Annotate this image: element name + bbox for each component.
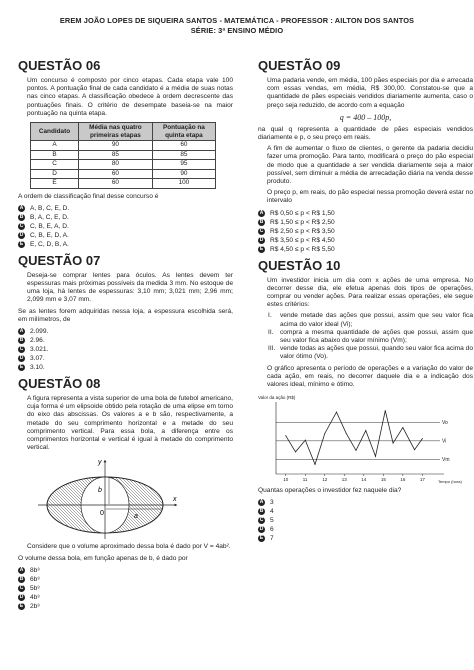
table-row <box>31 141 216 151</box>
answer-option[interactable] <box>18 566 233 575</box>
x-tick-label: 15 <box>380 477 386 483</box>
answer-option[interactable] <box>18 213 233 222</box>
price-point <box>365 430 366 431</box>
x-tick-label: 16 <box>400 477 406 483</box>
option-text: R$ 2,50 ≤ p < R$ 3,50 <box>270 227 335 235</box>
q07-title: QUESTÃO 07 <box>18 252 101 268</box>
table-cell: 90 <box>152 169 215 179</box>
option-letter-badge: E <box>19 363 24 370</box>
table-cell: 60 <box>152 141 215 151</box>
price-point <box>295 452 296 453</box>
price-point <box>324 433 325 434</box>
answer-option[interactable] <box>18 327 233 336</box>
page-header <box>0 16 474 36</box>
answer-option[interactable] <box>258 534 473 543</box>
option-letter-badge: D <box>259 526 264 533</box>
table-cell: E <box>31 179 79 189</box>
option-text: 2.099. <box>30 327 49 335</box>
table-cell: 85 <box>79 150 153 160</box>
answer-option[interactable] <box>258 218 473 227</box>
answer-option[interactable] <box>258 236 473 245</box>
q10-prompt: Quantas operações o investidor fez naquele dia? <box>258 487 402 495</box>
option-letter-badge: D <box>19 354 24 361</box>
price-point <box>375 456 376 457</box>
table-row <box>31 179 216 189</box>
table-cell: 90 <box>79 141 153 151</box>
q08-text: A figura representa a vista superior de uma bola de futebol americano, cuja forma é um elipsoide obtido pela rotação de uma elipse em torno do eixo das abscissas. Os valores a e b são, respectivamente, a metade do seu comprimento horizontal e a metade do seu comprimento vertical. Para essa bola, a diferença entre os comprimentos horizontal e vertical é igual à metade do comprimento vertical. <box>27 394 233 452</box>
option-text: A, B, C, E, D. <box>30 204 70 212</box>
answer-option[interactable] <box>258 245 473 254</box>
criterion-number: III. <box>268 345 276 353</box>
left-column <box>18 58 233 615</box>
answer-option[interactable] <box>258 516 473 525</box>
q10-text-2: O gráfico apresenta o período de operações e a variação do valor de cada ação, em reais, no decorrer daquele dia e a indicação dos valores ideal, mínimo e ótimo. <box>267 364 473 389</box>
q09-text-2: na qual q representa a quantidade de pães especiais vendidos diariamente e p, o seu preço em reais. <box>258 125 473 142</box>
option-letter-badge: E <box>259 245 264 252</box>
table-cell: D <box>31 169 79 179</box>
q06-table <box>30 122 216 189</box>
answer-option[interactable] <box>18 240 233 249</box>
option-text: C, B, E, A, D. <box>30 222 69 230</box>
criterion-item <box>258 312 473 328</box>
price-series-line <box>286 411 423 465</box>
x-tick-label: 14 <box>361 477 367 483</box>
y-label: y <box>98 459 102 467</box>
option-text: 4b³ <box>30 593 40 601</box>
answer-option[interactable] <box>258 209 473 218</box>
answer-option[interactable] <box>258 525 473 534</box>
criterion-text: compra a mesma quantidade de ações que possui, assim que seu valor fica abaixo do valor mínimo (Vm); <box>280 328 473 345</box>
price-point <box>356 450 357 451</box>
reference-line-label: Vi <box>442 438 447 445</box>
option-letter-badge: C <box>259 227 264 234</box>
price-point <box>422 438 423 439</box>
price-point <box>346 433 347 434</box>
option-letter-badge: B <box>19 213 24 220</box>
table-cell: 80 <box>79 160 153 170</box>
reference-line-label: Vm <box>442 457 450 464</box>
option-letter-badge: C <box>19 222 24 229</box>
option-letter-badge: B <box>259 218 264 225</box>
q10-criteria <box>258 312 473 361</box>
answer-option[interactable] <box>258 227 473 236</box>
option-text: R$ 4,50 ≤ p < R$ 5,50 <box>270 245 335 253</box>
option-letter-badge: D <box>19 231 24 238</box>
criterion-item <box>258 329 473 345</box>
answer-option[interactable] <box>18 363 233 372</box>
option-text: R$ 0,50 ≤ p < R$ 1,50 <box>270 209 335 217</box>
criterion-text: vende metade das ações que possui, assim que seu valor fica acima do valor ideal (Vi); <box>280 312 473 328</box>
price-point <box>385 410 386 411</box>
option-text: 2.96. <box>30 336 45 344</box>
q07-text: Deseja-se comprar lentes para óculos. As lentes devem ter espessuras mais próximas possíveis da medida 3 mm. No estoque de uma loja, há lentes de espessuras: 3,10 mm; 3,021 mm; 2,96 mm; 2,099 mm e 3,07 mm. <box>27 271 233 304</box>
table-cell: B <box>31 150 79 160</box>
option-text: 5b³ <box>30 584 40 592</box>
answer-option[interactable] <box>18 336 233 345</box>
q06-text: Um concurso é composto por cinco etapas. Cada etapa vale 100 pontos. A pontuação final de cada candidato é a média de suas notas nas cinco etapas. A classificação obedece à ordem decrescente das pontuações finais. O critério de desempate baseia-se na maior pontuação na quinta etapa. <box>27 77 233 117</box>
answer-option[interactable] <box>18 602 233 611</box>
ellipse-figure <box>30 455 180 541</box>
price-point <box>336 412 337 413</box>
price-point <box>285 435 286 436</box>
option-letter-badge: A <box>19 204 24 211</box>
table-cell: C <box>31 160 79 170</box>
q09-title: QUESTÃO 09 <box>258 58 341 73</box>
table-cell: 60 <box>79 179 153 189</box>
criterion-item <box>258 345 473 361</box>
reference-line-label: Vo <box>442 420 448 427</box>
q07-options <box>18 327 233 372</box>
y-axis-label: Valor da ação (R$) <box>258 395 296 401</box>
q06-title: QUESTÃO 06 <box>18 58 101 73</box>
origin-label: 0 <box>100 510 104 518</box>
table-cell: 95 <box>152 160 215 170</box>
option-letter-badge: B <box>19 575 24 582</box>
option-text: E, C, D, B, A. <box>30 240 69 248</box>
option-letter-badge: E <box>259 535 264 542</box>
option-text: 3.10. <box>30 363 45 371</box>
q08-title: QUESTÃO 08 <box>18 375 101 391</box>
table-row <box>31 160 216 170</box>
option-letter-badge: A <box>259 499 264 506</box>
price-point <box>402 427 403 428</box>
table-row <box>31 169 216 179</box>
q09-text-4: O preço p, em reais, do pão especial nessa promoção deverá estar no intervalo <box>267 189 473 205</box>
table-cell: 60 <box>79 169 153 179</box>
price-point <box>315 464 316 465</box>
q08-options <box>18 566 233 611</box>
table-cell: 100 <box>152 179 215 189</box>
option-text: B, A, C, E, D. <box>30 213 69 221</box>
answer-option[interactable] <box>18 231 233 240</box>
q08-prompt: O volume dessa bola, em função apenas de b, é dado por <box>18 554 188 562</box>
answer-option[interactable] <box>18 584 233 593</box>
table-header: Pontuação na quinta etapa <box>152 123 215 141</box>
q10-title: QUESTÃO 10 <box>258 257 341 273</box>
table-cell: A <box>31 141 79 151</box>
option-letter-badge: C <box>259 517 264 524</box>
criterion-text: vende todas as ações que possui, quando seu valor fica acima do valor ótimo (Vo). <box>280 345 473 361</box>
header-line-2: SÉRIE: 3ª ENSINO MÉDIO <box>190 26 284 35</box>
q09-formula: q = 400 – 100p, <box>339 112 392 122</box>
x-tick-label: 10 <box>283 477 289 483</box>
header-line-1: EREM JOÃO LOPES DE SIQUEIRA SANTOS - MATEMÁTICA - PROFESSOR : AILTON DOS SANTOS <box>59 16 415 25</box>
criterion-number: II. <box>268 328 274 336</box>
criterion-number: I. <box>268 312 272 320</box>
x-axis-title: Tempo (hora) <box>438 479 462 485</box>
answer-option[interactable] <box>18 575 233 584</box>
stock-chart <box>258 392 463 484</box>
option-text: R$ 1,50 ≤ p < R$ 2,50 <box>270 218 335 226</box>
x-tick-label: 11 <box>302 477 308 483</box>
option-text: 2b³ <box>30 602 40 610</box>
x-label: x <box>173 496 177 504</box>
option-text: 7 <box>270 535 274 543</box>
table-cell: 85 <box>152 150 215 160</box>
answer-option[interactable] <box>18 345 233 354</box>
answer-option[interactable] <box>18 222 233 231</box>
right-column <box>258 58 473 547</box>
option-text: C, B, E, D, A. <box>30 231 69 239</box>
option-letter-badge: A <box>259 209 264 216</box>
option-letter-badge: E <box>19 602 24 609</box>
option-text: 8b³ <box>30 566 40 574</box>
q08-text-2: Considere que o volume aproximado dessa bola é dado por V = 4ab². <box>27 543 231 551</box>
q07-text-2: Se as lentes forem adquiridas nessa loja, a espessura escolhida será, em milímetros, de <box>18 307 233 323</box>
option-letter-badge: E <box>19 240 24 247</box>
price-point <box>393 443 394 444</box>
answer-option[interactable] <box>258 498 473 507</box>
q09-options <box>258 209 473 254</box>
q06-prompt: A ordem de classificação final desse concurso é <box>18 192 159 200</box>
option-letter-badge: A <box>19 327 24 334</box>
option-letter-badge: A <box>19 566 24 573</box>
table-body <box>31 141 216 189</box>
q06-options <box>18 204 233 249</box>
a-label: a <box>134 513 138 521</box>
table-header: Candidato <box>31 123 79 141</box>
option-letter-badge: D <box>259 236 264 243</box>
q10-options <box>258 498 473 543</box>
price-point <box>305 440 306 441</box>
option-text: 3.07. <box>30 354 45 362</box>
price-point <box>414 449 415 450</box>
option-text: 5 <box>270 517 274 525</box>
option-text: 6b³ <box>30 575 40 583</box>
q09-text: Uma padaria vende, em média, 100 pães especiais por dia e arrecada com essas vendas, em média, R$ 300,00. Constatou-se que a quantidade de pães especiais vendidos diariamente aumenta, caso o preço seja reduzido, de acordo com a equação <box>267 77 473 109</box>
answer-option[interactable] <box>258 507 473 516</box>
option-letter-badge: D <box>19 593 24 600</box>
option-text: 3 <box>270 499 274 507</box>
option-text: 6 <box>270 526 274 534</box>
answer-option[interactable] <box>18 204 233 213</box>
option-text: 3.021. <box>30 345 49 353</box>
q10-text: Um investidor inicia um dia com x ações de uma empresa. No decorrer desse dia, ele efetua apenas dois tipos de operações, comprar ou vender ações. Para realizar essas operações, ele segue estes critérios: <box>267 276 473 309</box>
option-letter-badge: B <box>259 508 264 515</box>
option-text: 4 <box>270 508 274 516</box>
q09-text-3: A fim de aumentar o fluxo de clientes, o gerente da padaria decidiu fazer uma promoção. Para tanto, modificará o preço do pão especial de modo que a quantidade a ser vendida diariamente seja a maior possível, sem diminuir a média de arrecadação diária na venda desse produto. <box>267 145 473 186</box>
x-tick-label: 12 <box>322 477 328 483</box>
x-tick-label: 13 <box>341 477 347 483</box>
option-letter-badge: C <box>19 584 24 591</box>
table-header: Média nas quatro primeiras etapas <box>79 123 153 141</box>
answer-option[interactable] <box>18 354 233 363</box>
option-letter-badge: C <box>19 345 24 352</box>
x-tick-label: 17 <box>419 477 425 483</box>
option-letter-badge: B <box>19 336 24 343</box>
answer-option[interactable] <box>18 593 233 602</box>
option-text: R$ 3,50 ≤ p < R$ 4,50 <box>270 236 335 244</box>
b-label: b <box>98 487 102 495</box>
table-row <box>31 150 216 160</box>
